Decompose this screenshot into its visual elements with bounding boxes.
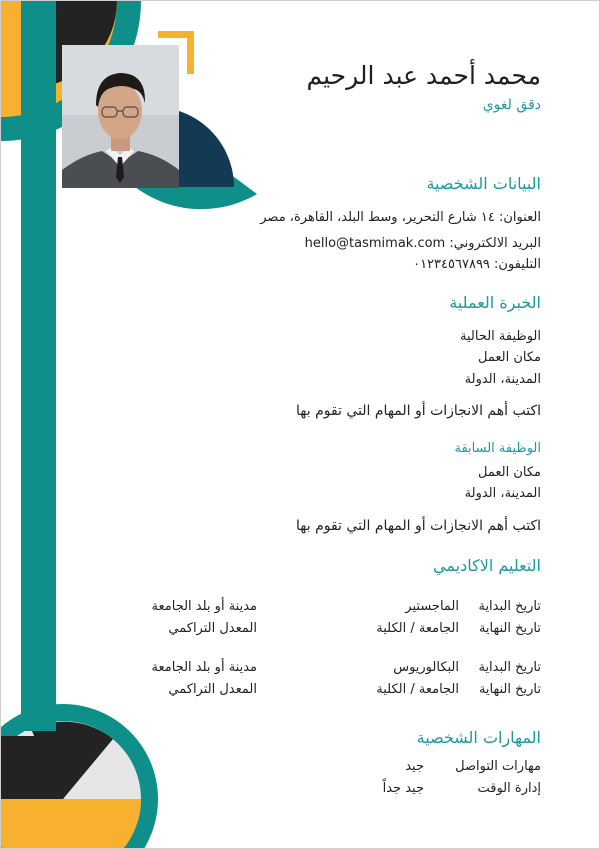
deco-navy-quarter	[179, 111, 234, 187]
profile-photo	[62, 45, 179, 188]
email-value[interactable]: hello@tasmimak.com	[304, 236, 446, 251]
previous-job-city: المدينة، الدولة	[464, 486, 541, 501]
edu-end-date: تاريخ النهاية	[478, 621, 541, 636]
edu-university: الجامعة / الكلية	[376, 621, 459, 636]
edu-start-date: تاريخ البداية	[478, 660, 541, 675]
deco-amber-bottom-left	[1, 799, 63, 849]
person-portrait-icon	[62, 45, 179, 188]
current-job-desc: اكتب أهم الانجازات أو المهام التي تقوم بها	[296, 403, 541, 419]
edu-city: مدينة أو بلد الجامعة	[151, 660, 257, 675]
previous-job-title: الوظيفة السابقة	[454, 441, 541, 456]
skill-level: جيد جداً	[382, 781, 424, 796]
previous-job-place: مكان العمل	[478, 465, 541, 480]
personal-address: العنوان: ١٤ شارع التحرير، وسط البلد، القاهرة، مصر	[260, 210, 541, 225]
profile-title: دقق لغوي	[482, 97, 541, 113]
email-label: البريد الالكتروني:	[449, 236, 541, 251]
edu-city: مدينة أو بلد الجامعة	[151, 599, 257, 614]
education-heading: التعليم الاكاديمي	[433, 556, 541, 575]
personal-email-row	[305, 236, 541, 251]
current-job-title: الوظيفة الحالية	[459, 329, 541, 344]
edu-degree: الماجستير	[405, 599, 459, 614]
experience-heading: الخبرة العملية	[449, 293, 541, 312]
personal-heading: البيانات الشخصية	[426, 174, 541, 193]
previous-job-desc: اكتب أهم الانجازات أو المهام التي تقوم بها	[296, 518, 541, 534]
edu-gpa: المعدل التراكمي	[168, 682, 257, 697]
edu-university: الجامعة / الكلية	[376, 682, 459, 697]
current-job-city: المدينة، الدولة	[464, 372, 541, 387]
skills-heading: المهارات الشخصية	[416, 728, 541, 747]
deco-teal-band-bottom	[21, 701, 56, 731]
skill-name: مهارات التواصل	[455, 759, 541, 774]
edu-degree: البكالوريوس	[393, 660, 459, 675]
skill-level: جيد	[405, 759, 424, 774]
edu-gpa: المعدل التراكمي	[168, 621, 257, 636]
skill-name: إدارة الوقت	[477, 781, 541, 796]
current-job-place: مكان العمل	[478, 350, 541, 365]
profile-name: محمد أحمد عبد الرحيم	[306, 61, 541, 90]
edu-end-date: تاريخ النهاية	[478, 682, 541, 697]
edu-start-date: تاريخ البداية	[478, 599, 541, 614]
personal-phone: التليفون: ٠١٢٣٤٥٦٧٨٩٩	[413, 257, 541, 272]
